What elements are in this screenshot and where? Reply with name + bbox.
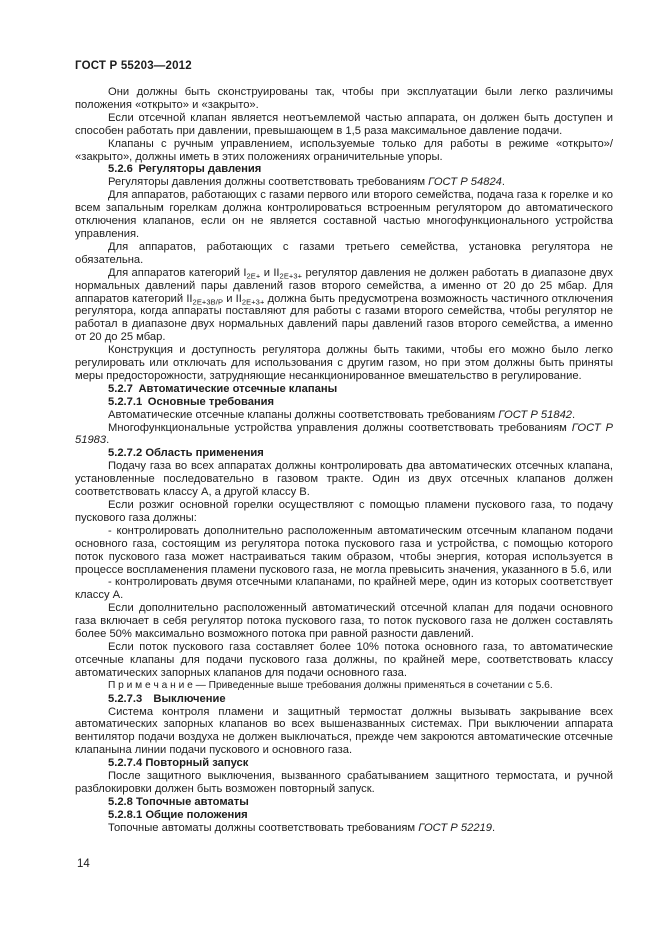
section-heading	[75, 396, 613, 409]
paragraph	[75, 189, 613, 241]
text-run: регулятор давления не должен работать в диапазоне двух нормальных давлений пары давлений газов второго семейства, а именно от 20 до 25 мбар. Для аппаратов категорий II	[75, 266, 613, 305]
text-run: и II	[260, 266, 280, 279]
text-run: После защитного выключения, вызванного срабатыванием защитного термостата, и ручной разблокировки должен быть возможен повторный запуск.	[75, 770, 613, 795]
section-heading	[75, 163, 613, 176]
text-run: 5.2.7.3 Выключение	[108, 692, 226, 705]
paragraph	[75, 138, 613, 164]
document-body	[75, 86, 613, 835]
text-run: Для аппаратов категорий I	[108, 266, 247, 279]
text-run: .	[106, 434, 110, 447]
text-run: 5.2.6 Регуляторы давления	[108, 163, 262, 176]
text-run: ГОСТ Р 51842	[498, 408, 573, 421]
text-run: - контролировать двумя отсечными клапанами, по крайней мере, один из которых соответствует классу А.	[75, 576, 613, 602]
text-run: ГОСТ Р 52219	[418, 821, 492, 834]
section-heading	[75, 757, 613, 770]
text-run: 5.2.8 Топочные автоматы	[108, 795, 249, 808]
text-run: Автоматические отсечные клапаны должны соответствовать требованиям	[108, 408, 499, 421]
text-run: 5.2.7.2 Область применения	[108, 447, 264, 460]
text-run: .	[501, 176, 505, 189]
text-run: Многофункциональные устройства управления должны соответствовать требованиям	[108, 421, 572, 434]
paragraph	[75, 576, 613, 602]
paragraph	[75, 86, 613, 112]
paragraph	[75, 460, 613, 499]
paragraph	[75, 822, 613, 835]
paragraph	[75, 602, 613, 641]
subscript-text-run: 2Е+3В/Р	[192, 297, 224, 306]
text-run: .	[491, 821, 496, 834]
text-run: Регуляторы давления должны соответствовать требованиям	[108, 176, 429, 189]
paragraph	[75, 267, 613, 344]
text-run: ГОСТ Р 51983	[75, 421, 613, 447]
paragraph	[75, 525, 613, 577]
paragraph	[75, 112, 613, 138]
text-run: Если розжиг основной горелки осуществляют с помощью пламени пускового газа, то подачу пускового газа должны:	[75, 499, 613, 524]
text-run: 5.2.7.1 Основные требования	[108, 395, 275, 408]
paragraph	[75, 422, 613, 448]
page-number: 14	[77, 858, 90, 870]
text-run: Топочные автоматы должны соответствовать требованиям	[108, 821, 419, 834]
paragraph	[75, 241, 613, 267]
text-run: и II	[223, 292, 242, 305]
text-run: .	[572, 408, 576, 421]
text-run: должна быть предусмотрена возможность частичного отключения регулятора, когда аппараты поставляют для работы с газами второго семейства, чтобы регулятор не работал в диапазоне двух нормальных давлений пары давлений газов второго семейства, а именно от 20 до 25 мбар.	[75, 292, 614, 344]
text-run: 5.2.7.4 Повторный запуск	[108, 757, 249, 770]
paragraph	[75, 641, 613, 680]
section-heading	[75, 383, 613, 396]
subscript-text-run: 2Е+	[246, 271, 261, 281]
subscript-text-run: 2Е+3+	[279, 271, 303, 281]
text-run: 5.2.8.1 Общие положения	[108, 808, 248, 821]
text-run: П р и м е ч а н и е — Приведенные выше требования должны применяться в сочетании с 5.6.	[108, 679, 553, 691]
text-run: - контролировать дополнительно расположенным автоматическим отсечным клапаном подачи основного газа, состоящим из регулятора потока пускового газа и устройства, с помощью которого поток пускового газа может настраиваться таким образом, чтобы энергия, которая используется в процессе воспламенения пламени пускового газа, не могла превысить значения, указанного в 5.6, или	[75, 524, 613, 576]
text-run: Если поток пускового газа составляет более 10% потока основного газа, то автоматические отсечные клапаны для подачи пускового газа должны, по крайней мере, соответствовать классу автоматических запорных клапанов для подачи основного газа.	[75, 640, 613, 679]
text-run: Если отсечной клапан является неотъемлемой частью аппарата, он должен быть доступен и способен работать при давлении, превышающем в 1,5 раза максимальное давление подачи.	[75, 111, 613, 137]
section-heading	[75, 809, 613, 822]
paragraph	[75, 344, 613, 383]
text-run: ГОСТ Р 54824	[428, 176, 502, 189]
section-heading	[75, 693, 613, 706]
text-run: Система контроля пламени и защитный термостат должны вызывать закрывание всех автоматических запорных клапанов во всех вышеназванных системах. При выключении аппарата вентилятор подачи воздуха не должен выключаться, прежде чем закроются автоматические отсечные клапанына линии подачи пускового и основного газа.	[75, 705, 613, 757]
text-run: 5.2.7 Автоматические отсечные клапаны	[108, 382, 338, 395]
text-run: Если дополнительно расположенный автоматический отсечной клапан для подачи основного газа включает в себя регулятор потока пускового газа, то поток пускового газа не должен составлять более 50% максимально возможного потока при равной разности давлений.	[75, 602, 613, 641]
text-run: Они должны быть сконструированы так, чтобы при эксплуатации были легко различимы положения «открыто» и «закрыто».	[75, 86, 613, 111]
document-header: ГОСТ Р 55203—2012	[75, 60, 192, 72]
section-heading	[75, 447, 613, 460]
text-run: Клапаны с ручным управлением, используемые только для работы в режиме «открыто»/ «закрыто», должны иметь в этих положениях ограничительные упоры.	[75, 137, 613, 163]
text-run: Для аппаратов, работающих с газами первого или второго семейства, подача газа к горелке и ко всем запальным горелкам должна контролироваться встроенным регулятором до автоматического отключения клапанов, если он не является составной частью многофункционального устройства управления.	[75, 189, 613, 240]
text-run: Для аппаратов, работающих с газами третьего семейства, установка регулятора не обязательна.	[75, 240, 613, 266]
paragraph	[75, 176, 613, 189]
paragraph	[75, 770, 613, 796]
note-paragraph	[75, 680, 613, 693]
paragraph	[75, 499, 613, 525]
text-run: Конструкция и доступность регулятора должны быть такими, чтобы его можно было легко регулировать или отключать для использования с другим газом, но при этом должны быть приняты меры предосторожности, затрудняющие несанкционированное вмешательство в регулирование.	[75, 344, 613, 382]
paragraph	[75, 409, 613, 422]
section-heading	[75, 796, 613, 809]
paragraph	[75, 706, 613, 758]
text-run: Подачу газа во всех аппаратах должны контролировать два автоматических отсечных клапана, установленные последовательно в газовом тракте. Один из двух отсечных клапанов должен соответствовать классу А, а другой классу В.	[75, 460, 613, 499]
subscript-text-run: 2Е+3+	[241, 297, 265, 306]
